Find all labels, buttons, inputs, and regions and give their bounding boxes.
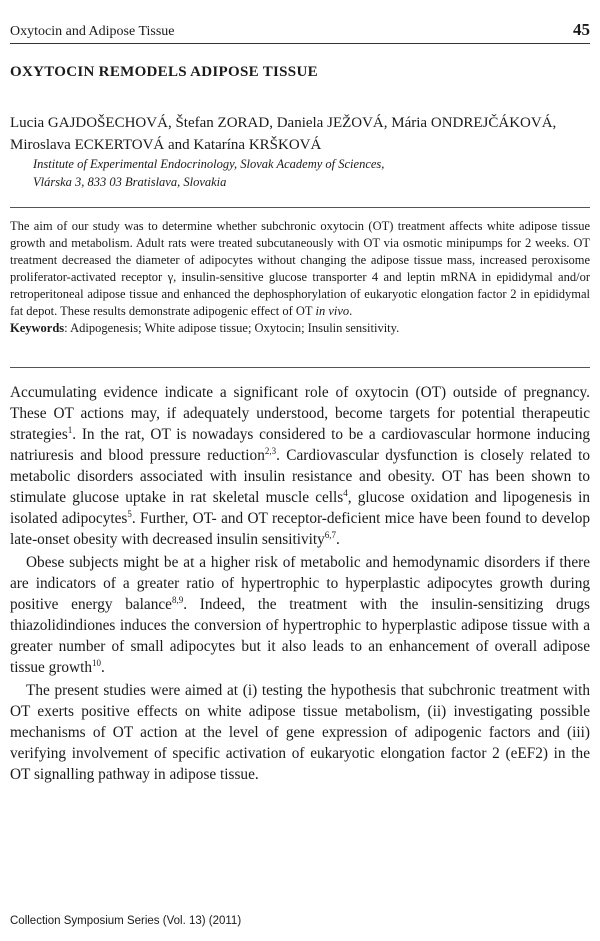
author: Lucia GAJDOŠECHOVÁ	[10, 115, 168, 131]
author: Katarína KRŠKOVÁ	[193, 137, 322, 153]
page-number: 45	[573, 20, 590, 39]
author: Štefan ZORAD	[175, 115, 270, 131]
running-title: Oxytocin and Adipose Tissue	[10, 24, 175, 39]
body-text	[10, 382, 590, 785]
author: Mária ONDREJČÁKOVÁ	[391, 115, 553, 131]
abstract-box	[10, 207, 590, 368]
author: Daniela JEŽOVÁ	[276, 115, 384, 131]
article-title: OXYTOCIN REMODELS ADIPOSE TISSUE	[10, 64, 318, 80]
footer: Collection Symposium Series (Vol. 13) (2011)	[10, 915, 242, 927]
paragraph-3: The present studies were aimed at (i) testing the hypothesis that subchronic treatment with OT exerts positive effects on white adipose tissue metabolism, (ii) investigating possible mechanisms of OT action at the level of gene expression of adipogenic factors and (iii) verifying involvement of specific activation of eukaryotic elongation factor 2 (eEF2) in the OT signalling pathway in adipose tissue.	[10, 682, 590, 783]
paragraph-1: Accumulating evidence indicate a significant role of oxytocin (OT) outside of pregnancy. These OT actions may, if adequately understood, become targets for potential therapeutic strategies$^1$. In the rat, OT is nowadays considered to be a cardiovascular hormone inducing natriuresis and blood pressure reduction$^{2,3}$. Cardiovascular dysfunction is closely related to metabolic disorders associated with insulin resistance and obesity. OT has been shown to stimulate glucose uptake in rat skeletal muscle cells$^4$, glucose oxidation and lipogenesis in isolated adipocytes$^5$. Further, OT- and OT receptor-deficient mice have been found to develop late-onset obesity with decreased insulin sensitivity$^{6,7}$.	[10, 384, 590, 548]
paragraph-2: Obese subjects might be at a higher risk of metabolic and hemodynamic disorders if there are indicators of a greater ratio of hypertrophic to hyperplastic adipocytes growth during positive energy balance$^{8,9}$. Indeed, the treatment with the insulin-sensitizing drugs thiazolidindiones induces the conversion of hypertrophic to hyperplastic adipose tissue with a greater number of small adipocytes but it also leads to an enhancement of overall adipose tissue growth$^{10}$.	[10, 554, 591, 676]
abstract: The aim of our study was to determine whether subchronic oxytocin (OT) treatment affects white adipose tissue growth and metabolism. Adult rats were treated subcutaneously with OT via osmotic minipumps for 2 weeks. OT treatment decreased the diameter of adipocytes without changing the adipose tissue mass, increased peroxisome proliferator-activated receptor γ, insulin-sensitive glucose transporter 4 and leptin mRNA in epididymal and/or retroperitoneal adipose tissue and enhanced the dephosphorylation of eukaryotic elongation factor 2 in epididymal fat depot. These results demonstrate adipogenic effect of OT in vivo.	[10, 219, 590, 318]
author-list: Lucia GAJDOŠECHOVÁ, Štefan ZORAD, Daniela JEŽOVÁ, Mária ONDREJČÁKOVÁ, Miroslava ECKERTOVÁ and Katarína KRŠKOVÁ	[10, 115, 557, 153]
running-header	[10, 18, 590, 44]
keywords: Keywords: Adipogenesis; White adipose tissue; Oxytocin; Insulin sensitivity.	[10, 321, 400, 335]
author: Miroslava ECKERTOVÁ	[10, 137, 165, 153]
affiliation: Institute of Experimental Endocrinology, Slovak Academy of Sciences, Vlárska 3, 833 03 Bratislava, Slovakia	[33, 157, 385, 189]
